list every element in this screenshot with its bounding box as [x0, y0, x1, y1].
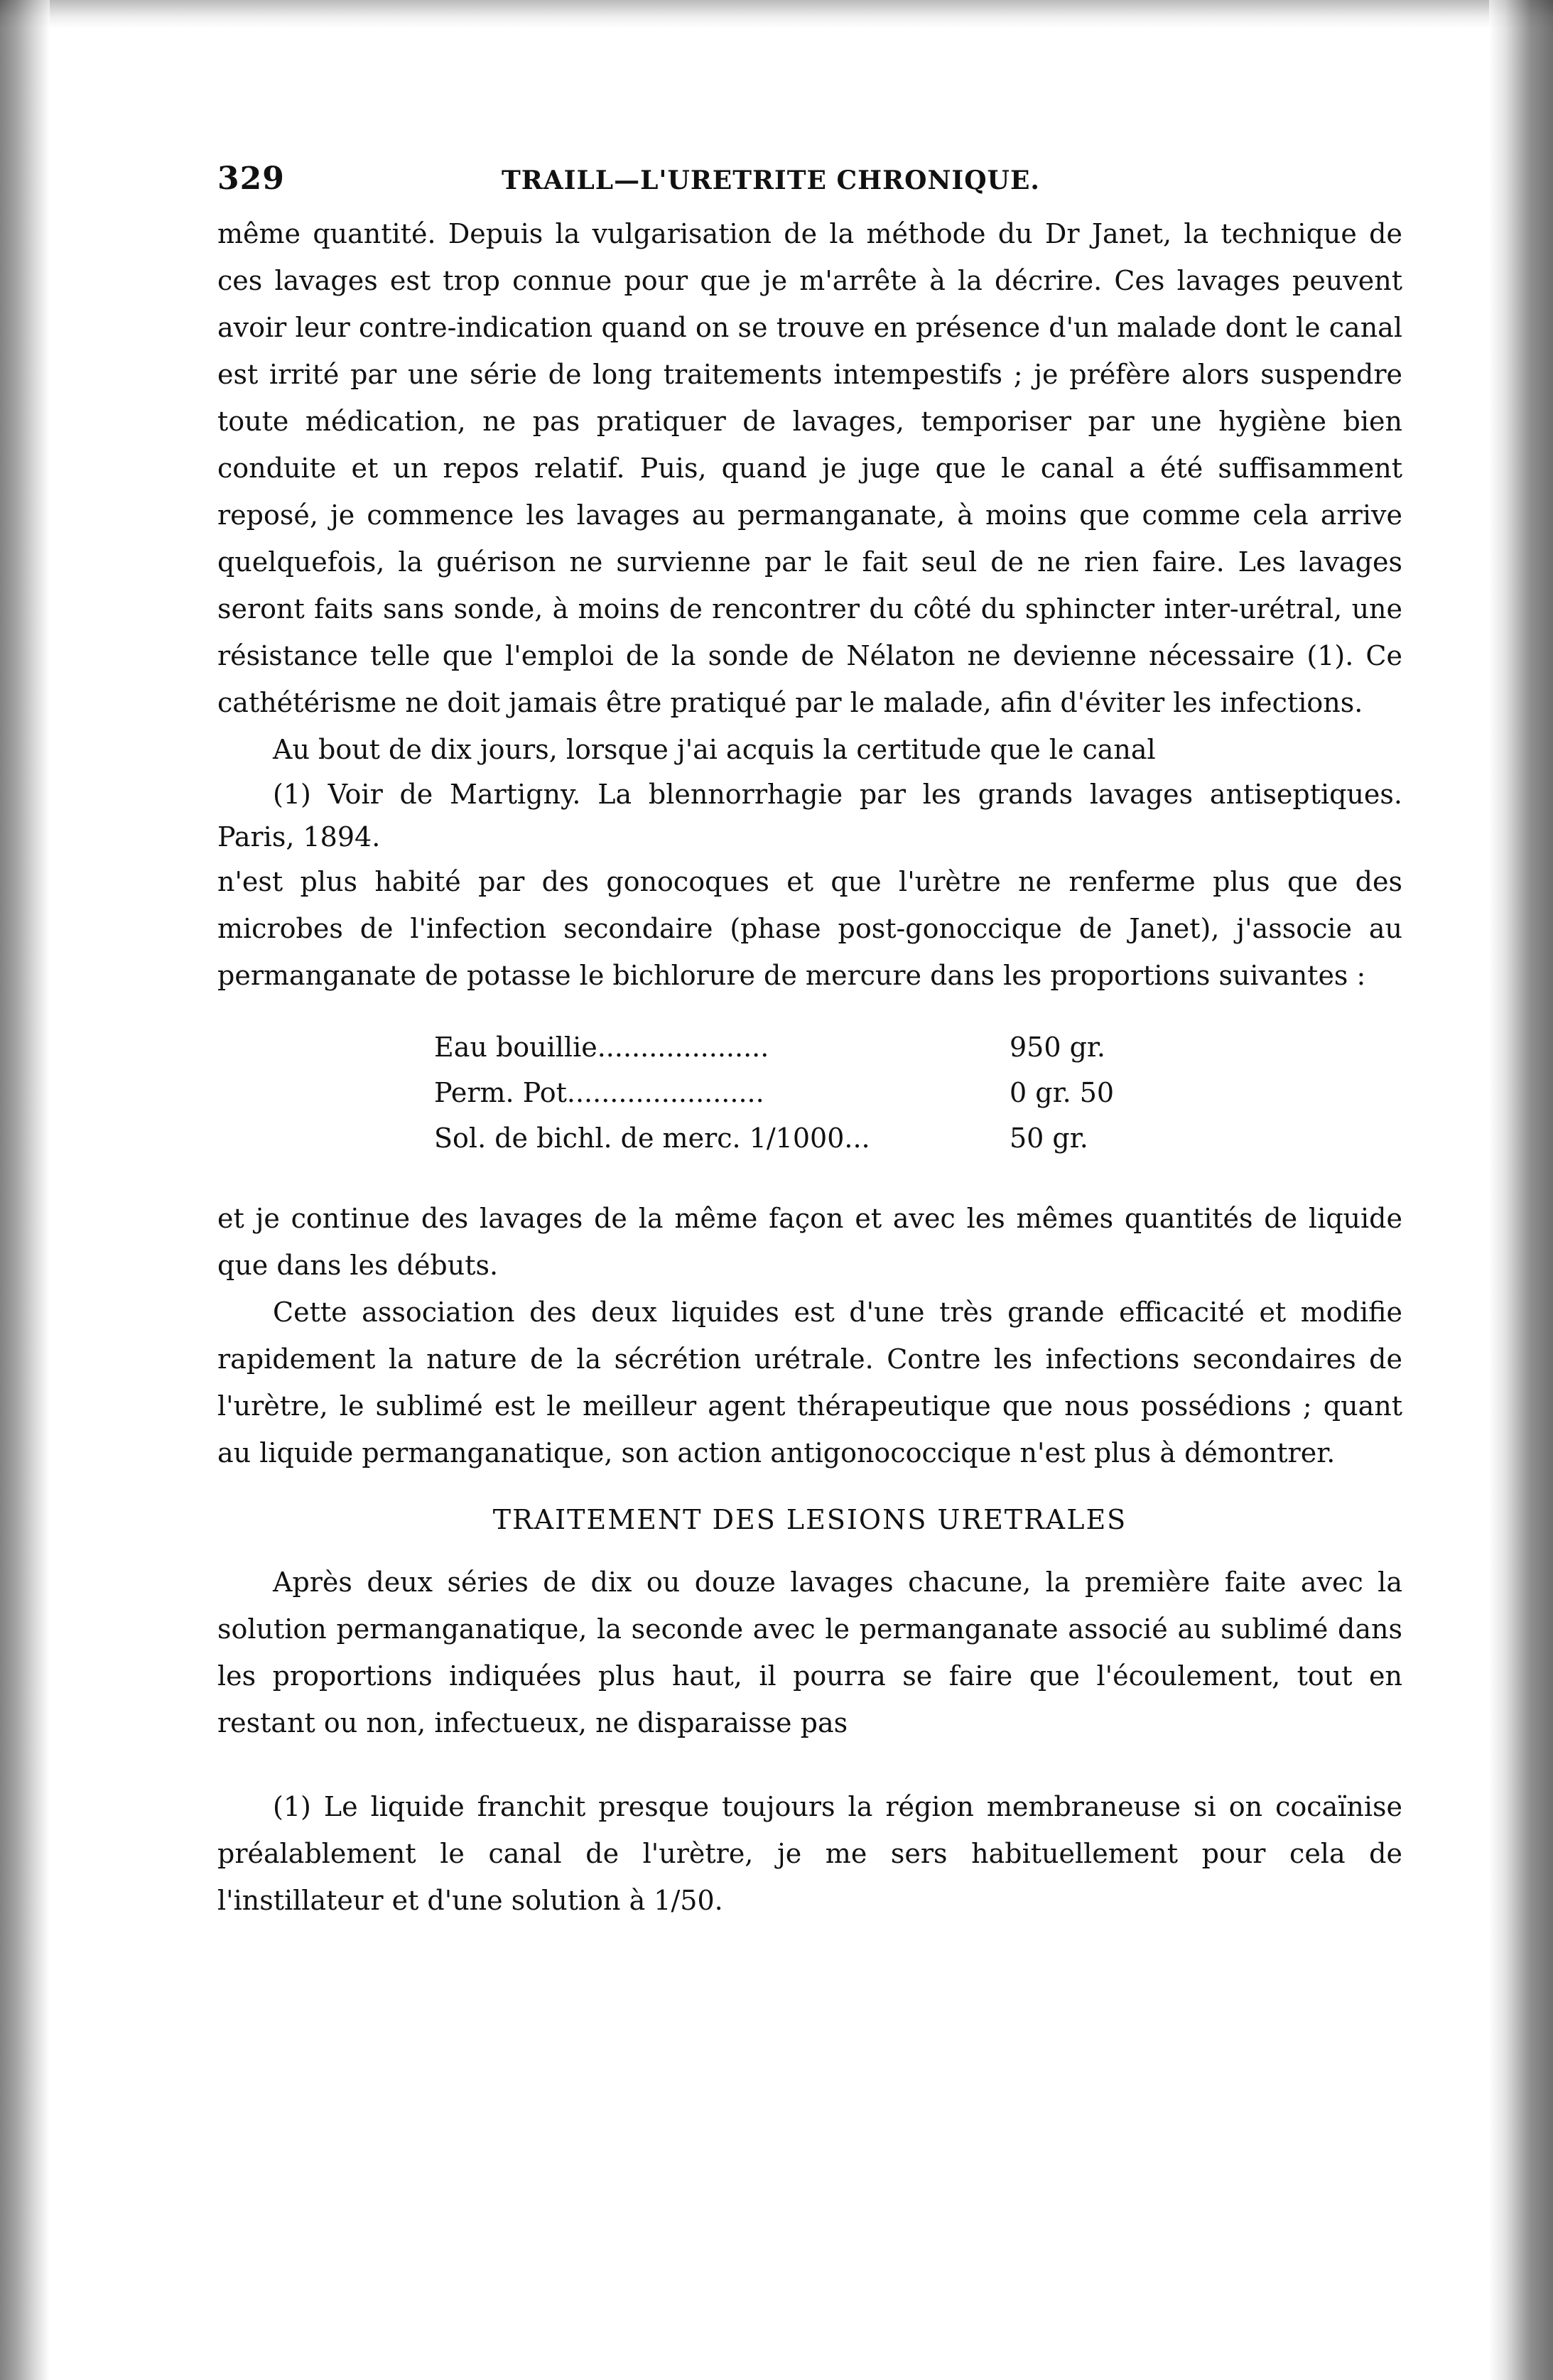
book-page [217, 161, 1402, 1924]
paragraph-4: et je continue des lavages de la même façon et avec les mêmes quantités de liquide que dans les débuts. [217, 1203, 1402, 1281]
formula-ingredient: Sol. de bichl. de merc. 1/1000... [434, 1123, 870, 1154]
scan-top-edge [0, 0, 1553, 28]
formula-ingredient: Perm. Pot....................... [434, 1077, 764, 1108]
paragraph-1: même quantité. Depuis la vulgarisation de la méthode du Dr Janet, la technique de ces lavages est trop connue pour que je m'arrête à la décrire. Ces lavages peuvent avoir leur contre-indication quand on se trouve en présence d'un malade dont le canal est irrité par une série de long traitements intempestifs ; je préfère alors suspendre toute médication, ne pas pratiquer de lavages, temporiser par une hygiène bien conduite et un repos relatif. Puis, quand je juge que le canal a été suffisamment reposé, je commence les lavages au permanganate, à moins que comme cela arrive quelquefois, la guérison ne survienne par le fait seul de ne rien faire. Les lavages seront faits sans sonde, à moins de rencontrer du côté du sphincter inter-urétral, une résistance telle que l'emploi de la sonde de Nélaton ne devienne nécessaire (1). Ce cathétérisme ne doit jamais être pratiqué par le malade, afin d'éviter les infections. [217, 218, 1402, 718]
scan-left-edge [0, 0, 50, 2380]
running-title: TRAILL—L'URETRITE CHRONIQUE. [502, 166, 1040, 195]
prescription-formula [217, 1024, 1402, 1161]
formula-quantity: 950 gr. [1010, 1032, 1106, 1063]
scan-right-edge [1489, 0, 1553, 2380]
page-footnote: (1) Le liquide franchit presque toujours la région membraneuse si on cocaïnise préalablement le canal de l'urètre, je me sers habituellement pour cela de l'instillateur et d'une solution à 1/50. [217, 1791, 1402, 1916]
page-number: 329 [217, 161, 285, 197]
body-text [217, 210, 1402, 1924]
running-head [217, 161, 1402, 210]
section-heading: TRAITEMENT DES LESIONS URETRALES [492, 1504, 1127, 1535]
paragraph-6: Après deux séries de dix ou douze lavages chacune, la première faite avec la solution permanganatique, la seconde avec le permanganate associé au sublimé dans les proportions indiquées plus haut, il pourra se faire que l'écoulement, tout en restant ou non, infectueux, ne disparaisse pas [217, 1567, 1402, 1738]
formula-row [434, 1024, 1402, 1070]
formula-row [434, 1070, 1402, 1115]
formula-ingredient: Eau bouillie.................... [434, 1032, 769, 1063]
inline-footnote: (1) Voir de Martigny. La blennorrhagie par les grands lavages antiseptiques. Paris, 1894. [217, 779, 1402, 853]
paragraph-3: n'est plus habité par des gonocoques et que l'urètre ne renferme plus que des microbes de l'infection secondaire (phase post-gonoccique de Janet), j'associe au permanganate de potasse le bichlorure de mercure dans les proportions suivantes : [217, 866, 1402, 991]
formula-row [434, 1115, 1402, 1161]
paragraph-5: Cette association des deux liquides est d'une très grande efficacité et modifie rapidement la nature de la sécrétion urétrale. Contre les infections secondaires de l'urètre, le sublimé est le meilleur agent thérapeutique que nous possédions ; quant au liquide permanganatique, son action antigonococcique n'est plus à démontrer. [217, 1297, 1402, 1468]
formula-quantity: 50 gr. [1010, 1123, 1088, 1154]
paragraph-2: Au bout de dix jours, lorsque j'ai acquis la certitude que le canal [273, 734, 1156, 765]
formula-quantity: 0 gr. 50 [1010, 1077, 1115, 1108]
